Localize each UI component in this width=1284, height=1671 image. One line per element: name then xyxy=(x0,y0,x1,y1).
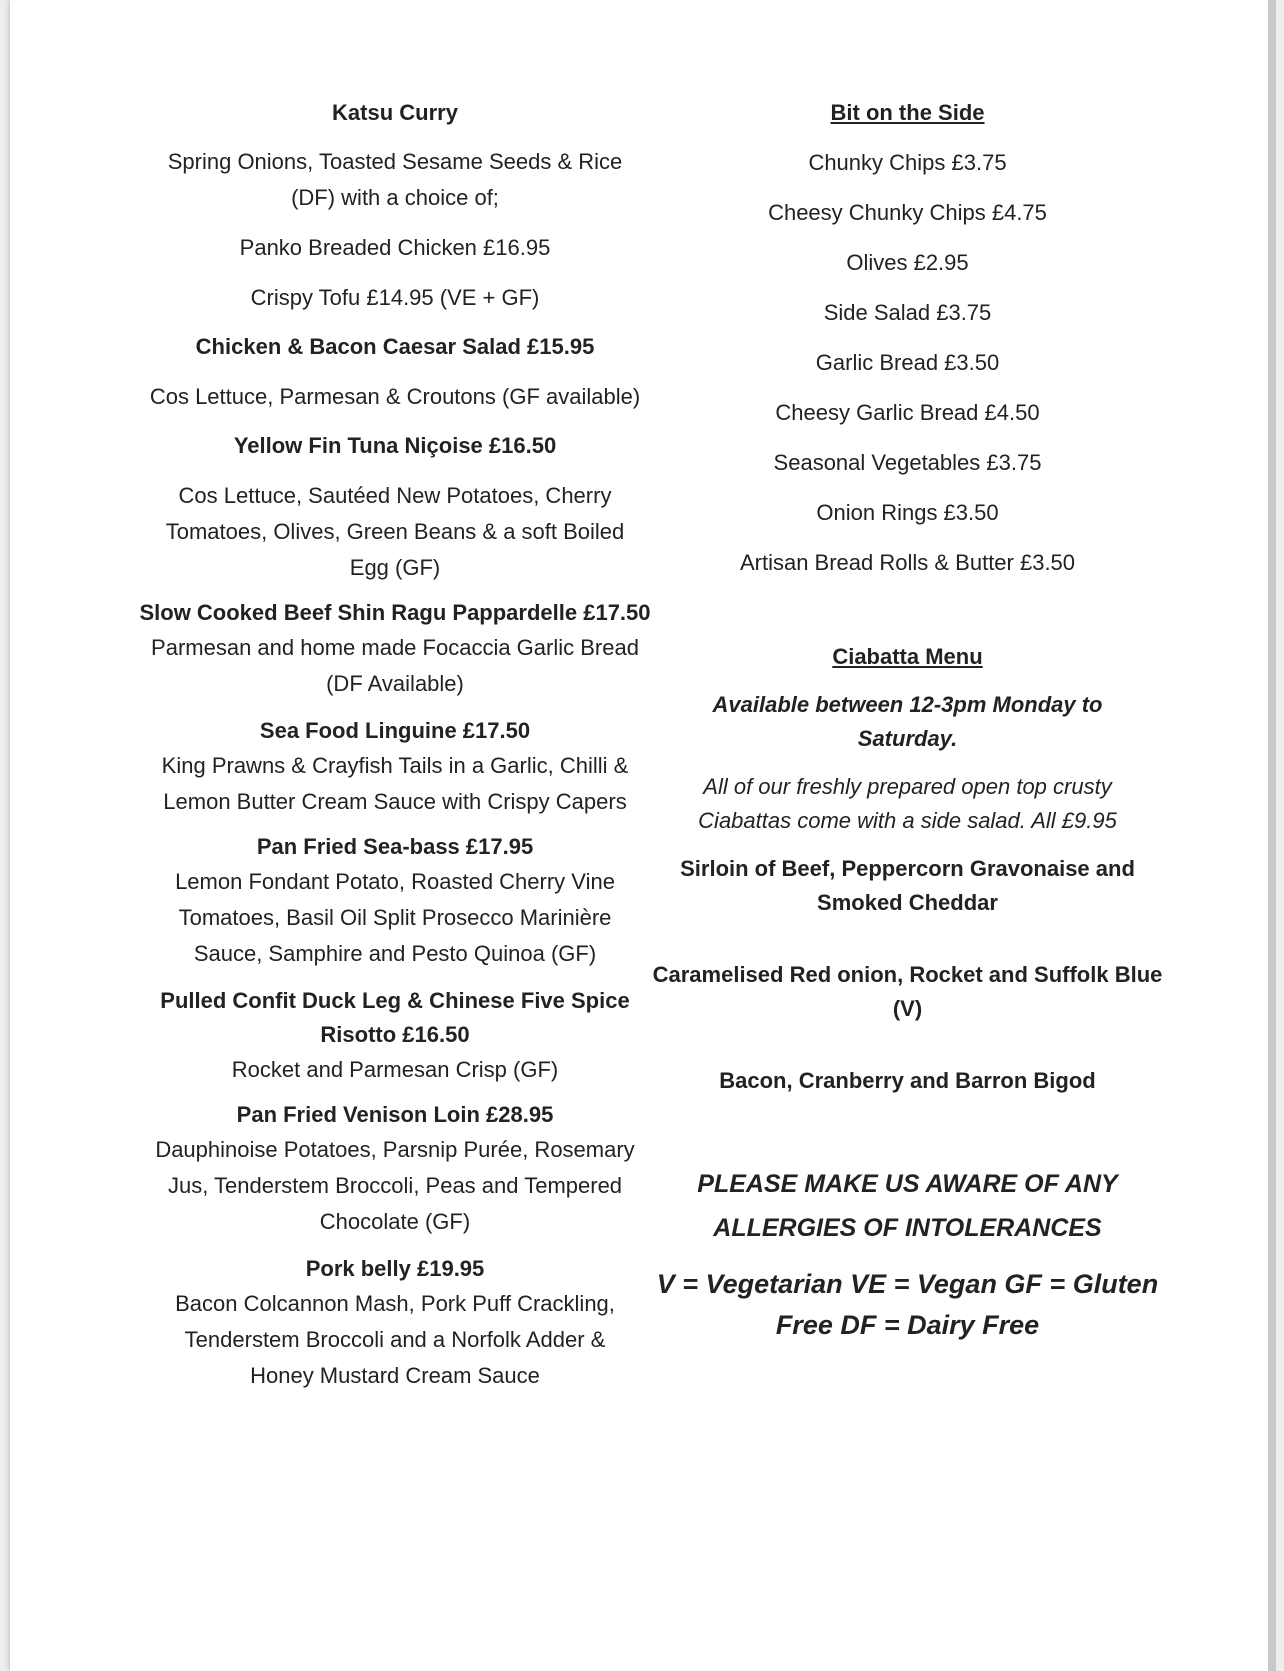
ciabatta-availability: Available between 12-3pm Monday to xyxy=(712,692,1103,717)
katsu-desc-line: Spring Onions, Toasted Sesame Seeds & Rice xyxy=(167,149,623,174)
dietary-key: Free DF = Dairy Free xyxy=(775,1310,1040,1340)
duck-title: Risotto £16.50 xyxy=(320,1022,470,1047)
side-item: Seasonal Vegetables £3.75 xyxy=(773,450,1042,475)
ragu-desc-line: (DF Available) xyxy=(326,671,464,696)
venison-desc-line: Jus, Tenderstem Broccoli, Peas and Tempered xyxy=(167,1173,623,1198)
nicoise-desc-line: Egg (GF) xyxy=(349,555,441,580)
side-item: Side Salad £3.75 xyxy=(823,300,992,325)
duck-desc-line: Rocket and Parmesan Crisp (GF) xyxy=(231,1057,559,1082)
venison-desc-line: Dauphinoise Potatoes, Parsnip Purée, Rosemary xyxy=(155,1137,635,1162)
ragu-title: Slow Cooked Beef Shin Ragu Pappardelle £17.50 xyxy=(139,600,651,625)
linguine-desc-line: King Prawns & Crayfish Tails in a Garlic, Chilli & xyxy=(161,753,629,778)
side-item: Garlic Bread £3.50 xyxy=(815,350,1000,375)
side-item: Chunky Chips £3.75 xyxy=(808,150,1007,175)
pork-title: Pork belly £19.95 xyxy=(305,1256,485,1281)
ciabatta-item-beef: Sirloin of Beef, Peppercorn Gravonaise and xyxy=(680,856,1135,881)
linguine-title: Sea Food Linguine £17.50 xyxy=(259,718,531,743)
ciabatta-availability: Saturday. xyxy=(857,726,958,751)
pork-desc-line: Tenderstem Broccoli and a Norfolk Adder & xyxy=(184,1327,606,1352)
ciabatta-item-beef: Smoked Cheddar xyxy=(817,890,998,915)
ciabatta-item-bacon: Bacon, Cranberry and Barron Bigod xyxy=(719,1068,1096,1093)
allergy-notice: PLEASE MAKE US AWARE OF ANY xyxy=(697,1170,1118,1198)
side-item: Artisan Bread Rolls & Butter £3.50 xyxy=(739,550,1076,575)
seabass-desc-line: Tomatoes, Basil Oil Split Prosecco Marinière xyxy=(178,905,612,930)
katsu-title: Katsu Curry xyxy=(332,100,458,125)
side-item: Onion Rings £3.50 xyxy=(816,500,999,525)
venison-desc-line: Chocolate (GF) xyxy=(319,1209,471,1234)
nicoise-desc-line: Cos Lettuce, Sautéed New Potatoes, Cherry xyxy=(178,483,612,508)
ciabatta-title: Ciabatta Menu xyxy=(832,644,983,669)
window-edge xyxy=(1268,0,1276,1671)
seabass-desc-line: Sauce, Samphire and Pesto Quinoa (GF) xyxy=(193,941,597,966)
sides-title: Bit on the Side xyxy=(830,100,985,125)
ciabatta-intro: All of our freshly prepared open top crusty xyxy=(703,774,1112,799)
duck-title: Pulled Confit Duck Leg & Chinese Five Spice xyxy=(160,988,630,1013)
linguine-desc-line: Lemon Butter Cream Sauce with Crispy Capers xyxy=(163,789,627,814)
ciabatta-item-onion: (V) xyxy=(892,996,923,1021)
allergy-notice: ALLERGIES OF INTOLERANCES xyxy=(713,1214,1102,1242)
caesar-title: Chicken & Bacon Caesar Salad £15.95 xyxy=(195,334,595,359)
seabass-title: Pan Fried Sea-bass £17.95 xyxy=(256,834,534,859)
ragu-desc-line: Parmesan and home made Focaccia Garlic Bread xyxy=(151,635,639,660)
side-item: Cheesy Garlic Bread £4.50 xyxy=(775,400,1040,425)
venison-title: Pan Fried Venison Loin £28.95 xyxy=(236,1102,554,1127)
main-dishes-column xyxy=(130,96,660,1394)
side-item: Olives £2.95 xyxy=(846,250,969,275)
sides-list xyxy=(650,146,1165,580)
pork-desc-line: Honey Mustard Cream Sauce xyxy=(250,1363,540,1388)
side-item: Cheesy Chunky Chips £4.75 xyxy=(768,200,1047,225)
katsu-option-chicken: Panko Breaded Chicken £16.95 xyxy=(239,235,551,260)
seabass-desc-line: Lemon Fondant Potato, Roasted Cherry Vine xyxy=(175,869,615,894)
menu-page xyxy=(10,0,1268,1671)
nicoise-title: Yellow Fin Tuna Niçoise £16.50 xyxy=(233,433,557,458)
ciabatta-intro: Ciabattas come with a side salad. All £9.95 xyxy=(698,808,1117,833)
caesar-desc-line: Cos Lettuce, Parmesan & Croutons (GF available) xyxy=(149,384,641,409)
katsu-desc-line: (DF) with a choice of; xyxy=(291,185,499,210)
katsu-option-tofu: Crispy Tofu £14.95 (VE + GF) xyxy=(250,285,540,310)
pork-desc-line: Bacon Colcannon Mash, Pork Puff Crackling, xyxy=(175,1291,615,1316)
sides-and-ciabatta-column xyxy=(650,96,1165,1346)
dietary-key: V = Vegetarian VE = Vegan GF = Gluten xyxy=(656,1269,1159,1299)
nicoise-desc-line: Tomatoes, Olives, Green Beans & a soft Boiled xyxy=(165,519,625,544)
ciabatta-item-onion: Caramelised Red onion, Rocket and Suffolk Blue xyxy=(652,962,1163,987)
